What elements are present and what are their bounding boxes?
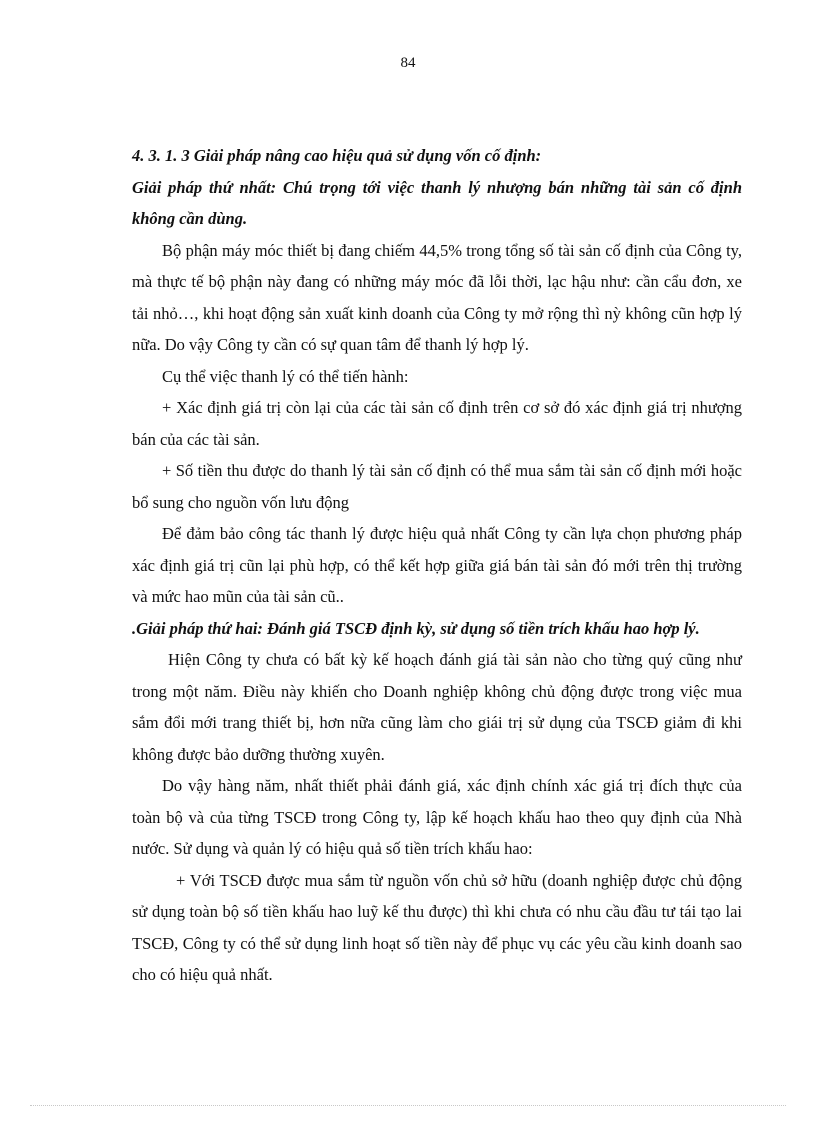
solution-one-heading: Giải pháp thứ nhất: Chú trọng tới việc thanh lý nhượng bán những tài sản cố định không cần dùng.: [132, 177, 742, 228]
section-heading: 4. 3. 1. 3 Giải pháp nâng cao hiệu quả sử dụng vốn cố định:: [132, 146, 542, 165]
paragraph: Để đảm bảo công tác thanh lý được hiệu quả nhất Công ty cần lựa chọn phương pháp xác định giá trị cũn lại phù hợp, có thể kết hợp giữa giá bán tài sản đó mới trên thị trường và mức hao mũn của tài sản cũ..: [132, 524, 742, 606]
document-body: [132, 140, 742, 991]
paragraph: Hiện Công ty chưa có bất kỳ kế hoạch đánh giá tài sản nào cho từng quý cũng như trong một năm. Điều này khiến cho Doanh nghiệp không chủ động được trong việc mua sắm đổi mới trang thiết bị, hơn nữa cũng làm cho giái trị sử dụng của TSCĐ giảm đi khi không được bảo dưỡng thường xuyên.: [132, 650, 742, 764]
paragraph: Cụ thể việc thanh lý có thể tiến hành:: [162, 366, 409, 386]
bullet-paragraph: + Số tiền thu được do thanh lý tài sản cố định có thể mua sắm tài sản cố định mới hoặc bổ sung cho nguồn vốn lưu động: [132, 461, 742, 512]
bullet-paragraph: + Với TSCĐ được mua sắm từ nguồn vốn chủ sở hữu (doanh nghiệp được chủ động sử dụng toàn bộ số tiền khấu hao luỹ kế thu được) thì khi chưa có nhu cầu đầu tư tái tạo lai TSCĐ, Công ty có thể sử dụng linh hoạt số tiền này để phục vụ các yêu cầu kinh doanh sao cho có hiệu quả nhất.: [132, 870, 742, 984]
bullet-paragraph: + Xác định giá trị còn lại của các tài sản cố định trên cơ sở đó xác định giá trị nhượng bán của các tài sản.: [132, 398, 742, 449]
paragraph: Do vậy hàng năm, nhất thiết phải đánh giá, xác định chính xác giá trị đích thực của toàn bộ và của từng TSCĐ trong Công ty, lập kế hoạch khấu hao theo quy định của Nhà nước. Sử dụng và quản lý có hiệu quả số tiền trích khấu hao:: [132, 776, 742, 858]
page-bottom-border: [30, 1105, 786, 1106]
solution-two-heading: .Giải pháp thứ hai: Đánh giá TSCĐ định kỳ, sử dụng số tiền trích khấu hao hợp lý.: [132, 618, 700, 638]
paragraph: Bộ phận máy móc thiết bị đang chiếm 44,5% trong tổng số tài sản cố định của Công ty, mà thực tế bộ phận này đang có những máy móc đã lỗi thời, lạc hậu như: cần cẩu đơn, xe tải nhỏ…, khi hoạt động sản xuất kinh doanh của Công ty mở rộng thì nỳ không cũn hợp lý nữa. Do vậy Công ty cần có sự quan tâm để thanh lý hợp lý.: [132, 240, 742, 354]
page-number: 84: [400, 55, 416, 71]
